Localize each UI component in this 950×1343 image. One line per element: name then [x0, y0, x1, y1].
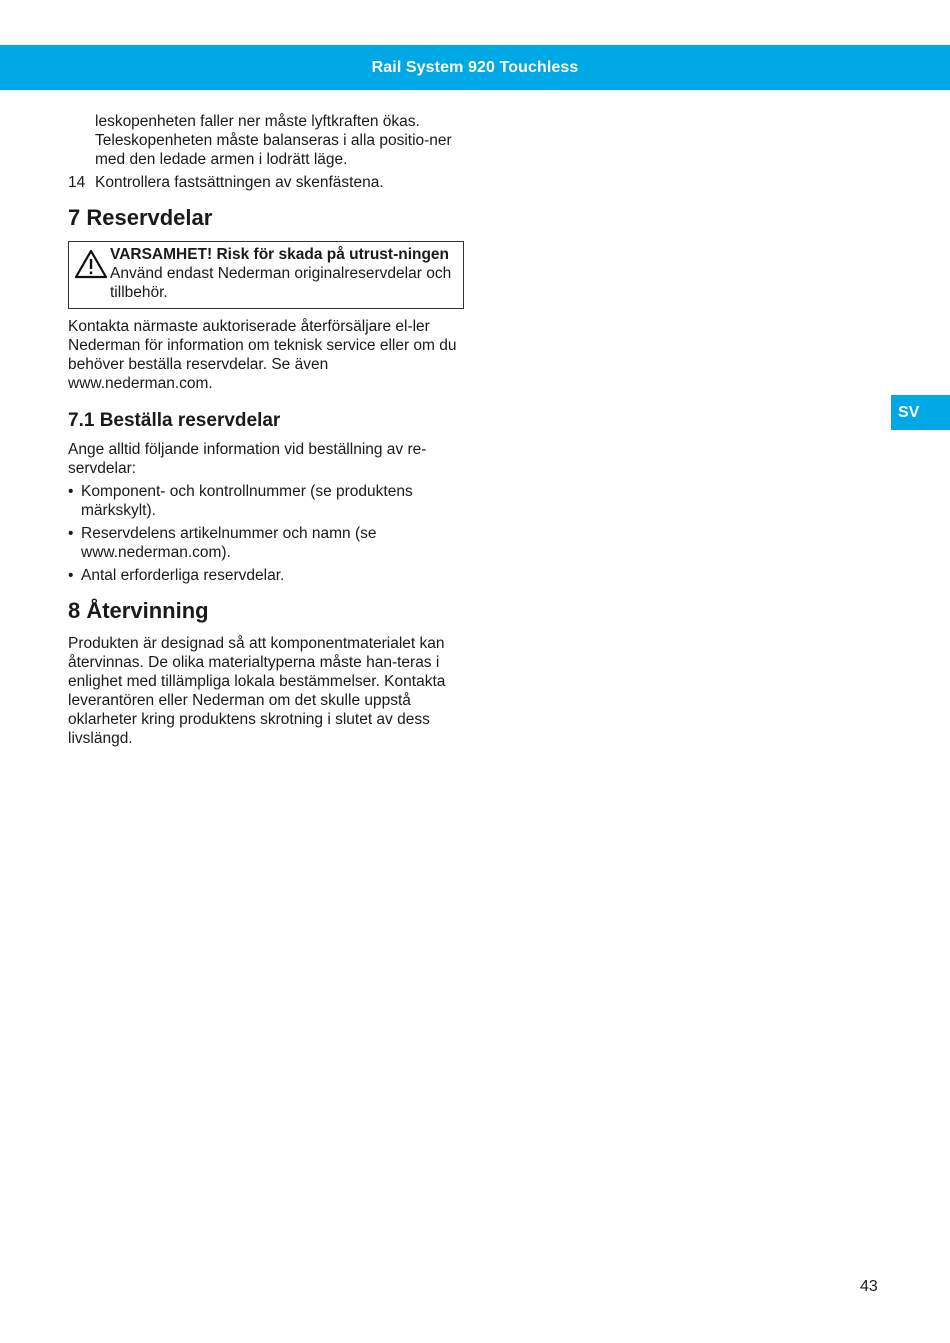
language-tab	[891, 395, 950, 430]
warning-box	[68, 241, 464, 309]
list-item-text: Reservdelens artikelnummer och namn (se www.nederman.com).	[81, 525, 377, 561]
list-item-text: Komponent- och kontrollnummer (se produktens märkskylt).	[81, 483, 413, 519]
page-number: 43	[860, 1278, 878, 1295]
section-heading-atervinning: 8 Återvinning	[68, 598, 209, 623]
step-number: 14	[68, 174, 86, 191]
section-heading-bestalla-reservdelar: 7.1 Beställa reservdelar	[68, 410, 281, 431]
continuation-paragraph: leskopenheten faller ner måste lyftkraften ökas. Teleskopenheten måste balanseras i alla positio-ner med den ledade armen i lodrätt läge.	[95, 113, 452, 168]
recycling-paragraph: Produkten är designad så att komponentmaterialet kan återvinnas. De olika materialtyperna måste han-teras i enlighet med tillämpliga lokala bestämmelser. Kontakta leverantören eller Nederman om det skulle uppstå oklarheter kring produktens skrotning i slutet av dess livslängd.	[68, 635, 446, 747]
bullet-icon: •	[68, 525, 74, 542]
list-item	[68, 482, 464, 520]
step-14	[68, 173, 464, 192]
warning-triangle-icon	[74, 245, 110, 302]
main-content	[68, 112, 464, 752]
ordering-intro: Ange alltid följande information vid beställning av re-servdelar:	[68, 441, 427, 477]
step-text: Kontrollera fastsättningen av skenfästena.	[95, 174, 384, 191]
list-item-text: Antal erforderliga reservdelar.	[81, 567, 285, 584]
bullet-icon: •	[68, 567, 74, 584]
warning-message: Använd endast Nederman originalreservdelar och tillbehör.	[110, 265, 452, 301]
list-item	[68, 566, 464, 585]
document-title: Rail System 920 Touchless	[371, 58, 579, 76]
ordering-list	[68, 482, 464, 585]
spare-parts-contact-paragraph: Kontakta närmaste auktoriserade återförsäljare el-ler Nederman för information om teknisk service eller om du behöver beställa reservdelar. Se även www.nederman.com.	[68, 318, 457, 392]
section-heading-reservdelar: 7 Reservdelar	[68, 205, 213, 230]
list-item	[68, 524, 464, 562]
header-bar	[0, 45, 950, 90]
bullet-icon: •	[68, 483, 74, 500]
language-code: SV	[898, 403, 920, 421]
warning-title: VARSAMHET! Risk för skada på utrust-ningen	[110, 246, 450, 263]
warning-text	[110, 245, 455, 302]
